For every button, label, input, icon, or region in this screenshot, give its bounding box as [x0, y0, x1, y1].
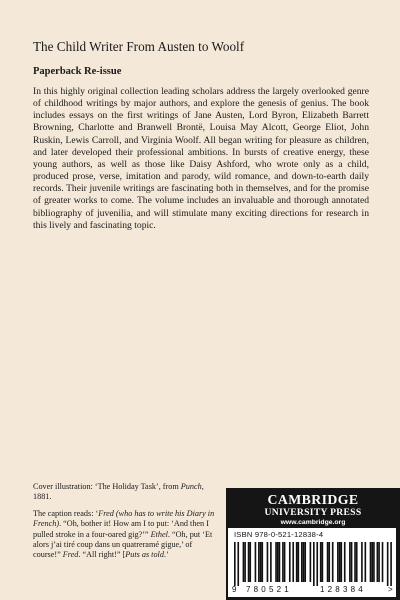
caption-prefix: The caption reads: ‘ [33, 508, 99, 518]
barcode-bar [255, 542, 257, 582]
barcode-bar [284, 542, 286, 582]
barcode-bar [327, 542, 329, 582]
credit-source: Punch [180, 482, 202, 491]
barcode-bar [279, 542, 281, 582]
barcode-bar [351, 542, 353, 582]
barcode-bar [292, 542, 294, 582]
barcode-bar [298, 542, 300, 582]
illustration-dialogue [33, 509, 219, 561]
fred-reply: . “All right!” [ [78, 550, 126, 560]
stage-direction: Puts as told [125, 550, 164, 560]
barcode-bar [267, 542, 269, 582]
barcode-bar [310, 542, 312, 582]
barcode-bar [340, 542, 342, 582]
barcode-left-group: 780521 [246, 585, 292, 594]
barcode-bar [277, 542, 279, 582]
barcode-bar [356, 542, 358, 582]
barcode-image [234, 542, 392, 586]
caption-end: .’ [163, 550, 169, 560]
barcode-bar [354, 542, 356, 582]
isbn-label: ISBN 978-0-521-12838-4 [234, 530, 324, 539]
barcode-bar [275, 542, 277, 582]
barcode-bar [243, 542, 245, 582]
barcode-bar [344, 542, 346, 582]
barcode-bar [390, 542, 392, 586]
barcode-bar [296, 542, 298, 582]
barcode-bar [387, 542, 389, 586]
barcode-bar [337, 542, 339, 582]
publisher-name: CAMBRIDGE [267, 492, 359, 507]
barcode-bar [377, 542, 379, 582]
edition-label: Paperback Re-issue [33, 66, 122, 77]
speaker-ethel: Ethel [150, 529, 168, 539]
barcode-bar [237, 542, 239, 586]
barcode-lead-digit: 9 [232, 585, 237, 594]
barcode-bar [289, 542, 291, 582]
barcode-bar [320, 542, 322, 582]
barcode-bar [382, 542, 384, 582]
barcode-bar [304, 542, 306, 582]
barcode-bar [261, 542, 263, 582]
barcode-bar [316, 542, 318, 586]
barcode-bar [339, 542, 341, 582]
barcode-bar [234, 542, 236, 586]
publisher-url: www.cambridge.org [280, 519, 346, 526]
barcode-end-mark: > [388, 585, 393, 594]
barcode-bar [244, 542, 246, 582]
barcode-bar [258, 542, 260, 582]
barcode-bar [270, 542, 272, 582]
barcode-bar [332, 542, 334, 582]
barcode-bar [248, 542, 250, 582]
book-description: In this highly original collection leading scholars address the largely overlooked genre of childhood writings by major authors, and explore the genesis of genius. The book includes essays on the first writings of Jane Austen, Lord Byron, Elizabeth Barrett Browning, Charlotte and Branwell Brontë, Louisa May Alcott, George Eliot, John Ruskin, Lewis Carroll, and Virginia Woolf. All began writing for pleasure as children, and later developed their professional ambitions. In bursts of creative energy, these young authors, as well as those like Daisy Ashford, who wrote only as a child, produced prose, verse, imitation and parody, wild romance, and down-to-earth daily records. Their juvenile writings are fascinating both in themselves, and for the promise of greater works to come. The volume includes an invaluable and thorough annotated bibliography of juvenilia, and will stimulate many exciting directions for research in this lively and fascinating topic. [33, 86, 369, 231]
barcode-bar [301, 542, 303, 582]
barcode-bar [349, 542, 351, 582]
barcode-bar [313, 542, 315, 586]
publisher-press: UNIVERSITY PRESS [264, 507, 362, 518]
barcode-bar [322, 542, 324, 582]
fred-line: . “Oh, bother it! How am I to put: ‘And then I pulled stroke in a four-oared gig?’” [33, 519, 209, 539]
illustration-credit [33, 482, 219, 503]
barcode-bar [371, 542, 373, 582]
barcode-bar [365, 542, 367, 582]
ethel-line: . “Oh, put ‘Et alors j’ai tiré coup dans un quatreramé gigue,’ of course!” [33, 529, 213, 560]
barcode-box [228, 528, 396, 597]
barcode-bar [378, 542, 380, 582]
barcode-bar [282, 542, 284, 582]
barcode-bar [260, 542, 262, 582]
barcode-bar [303, 542, 305, 582]
credit-year: , 1881. [33, 482, 204, 502]
barcode-bar [361, 542, 363, 582]
barcode-right-group: 128384 [320, 585, 366, 594]
credit-intro: Cover illustration: ‘The Holiday Task’, from [33, 482, 179, 491]
book-title: The Child Writer From Austen to Woolf [33, 39, 245, 54]
speaker-fred-reply: Fred [62, 550, 79, 560]
cover-illustration-caption [33, 482, 219, 561]
speaker-fred: Fred [98, 508, 114, 518]
barcode-bar [328, 542, 330, 582]
barcode-bar [370, 542, 372, 582]
barcode-bar [373, 542, 375, 582]
fred-direction: (who has to write his Diary in French) [33, 508, 215, 529]
barcode-bar [249, 542, 251, 582]
